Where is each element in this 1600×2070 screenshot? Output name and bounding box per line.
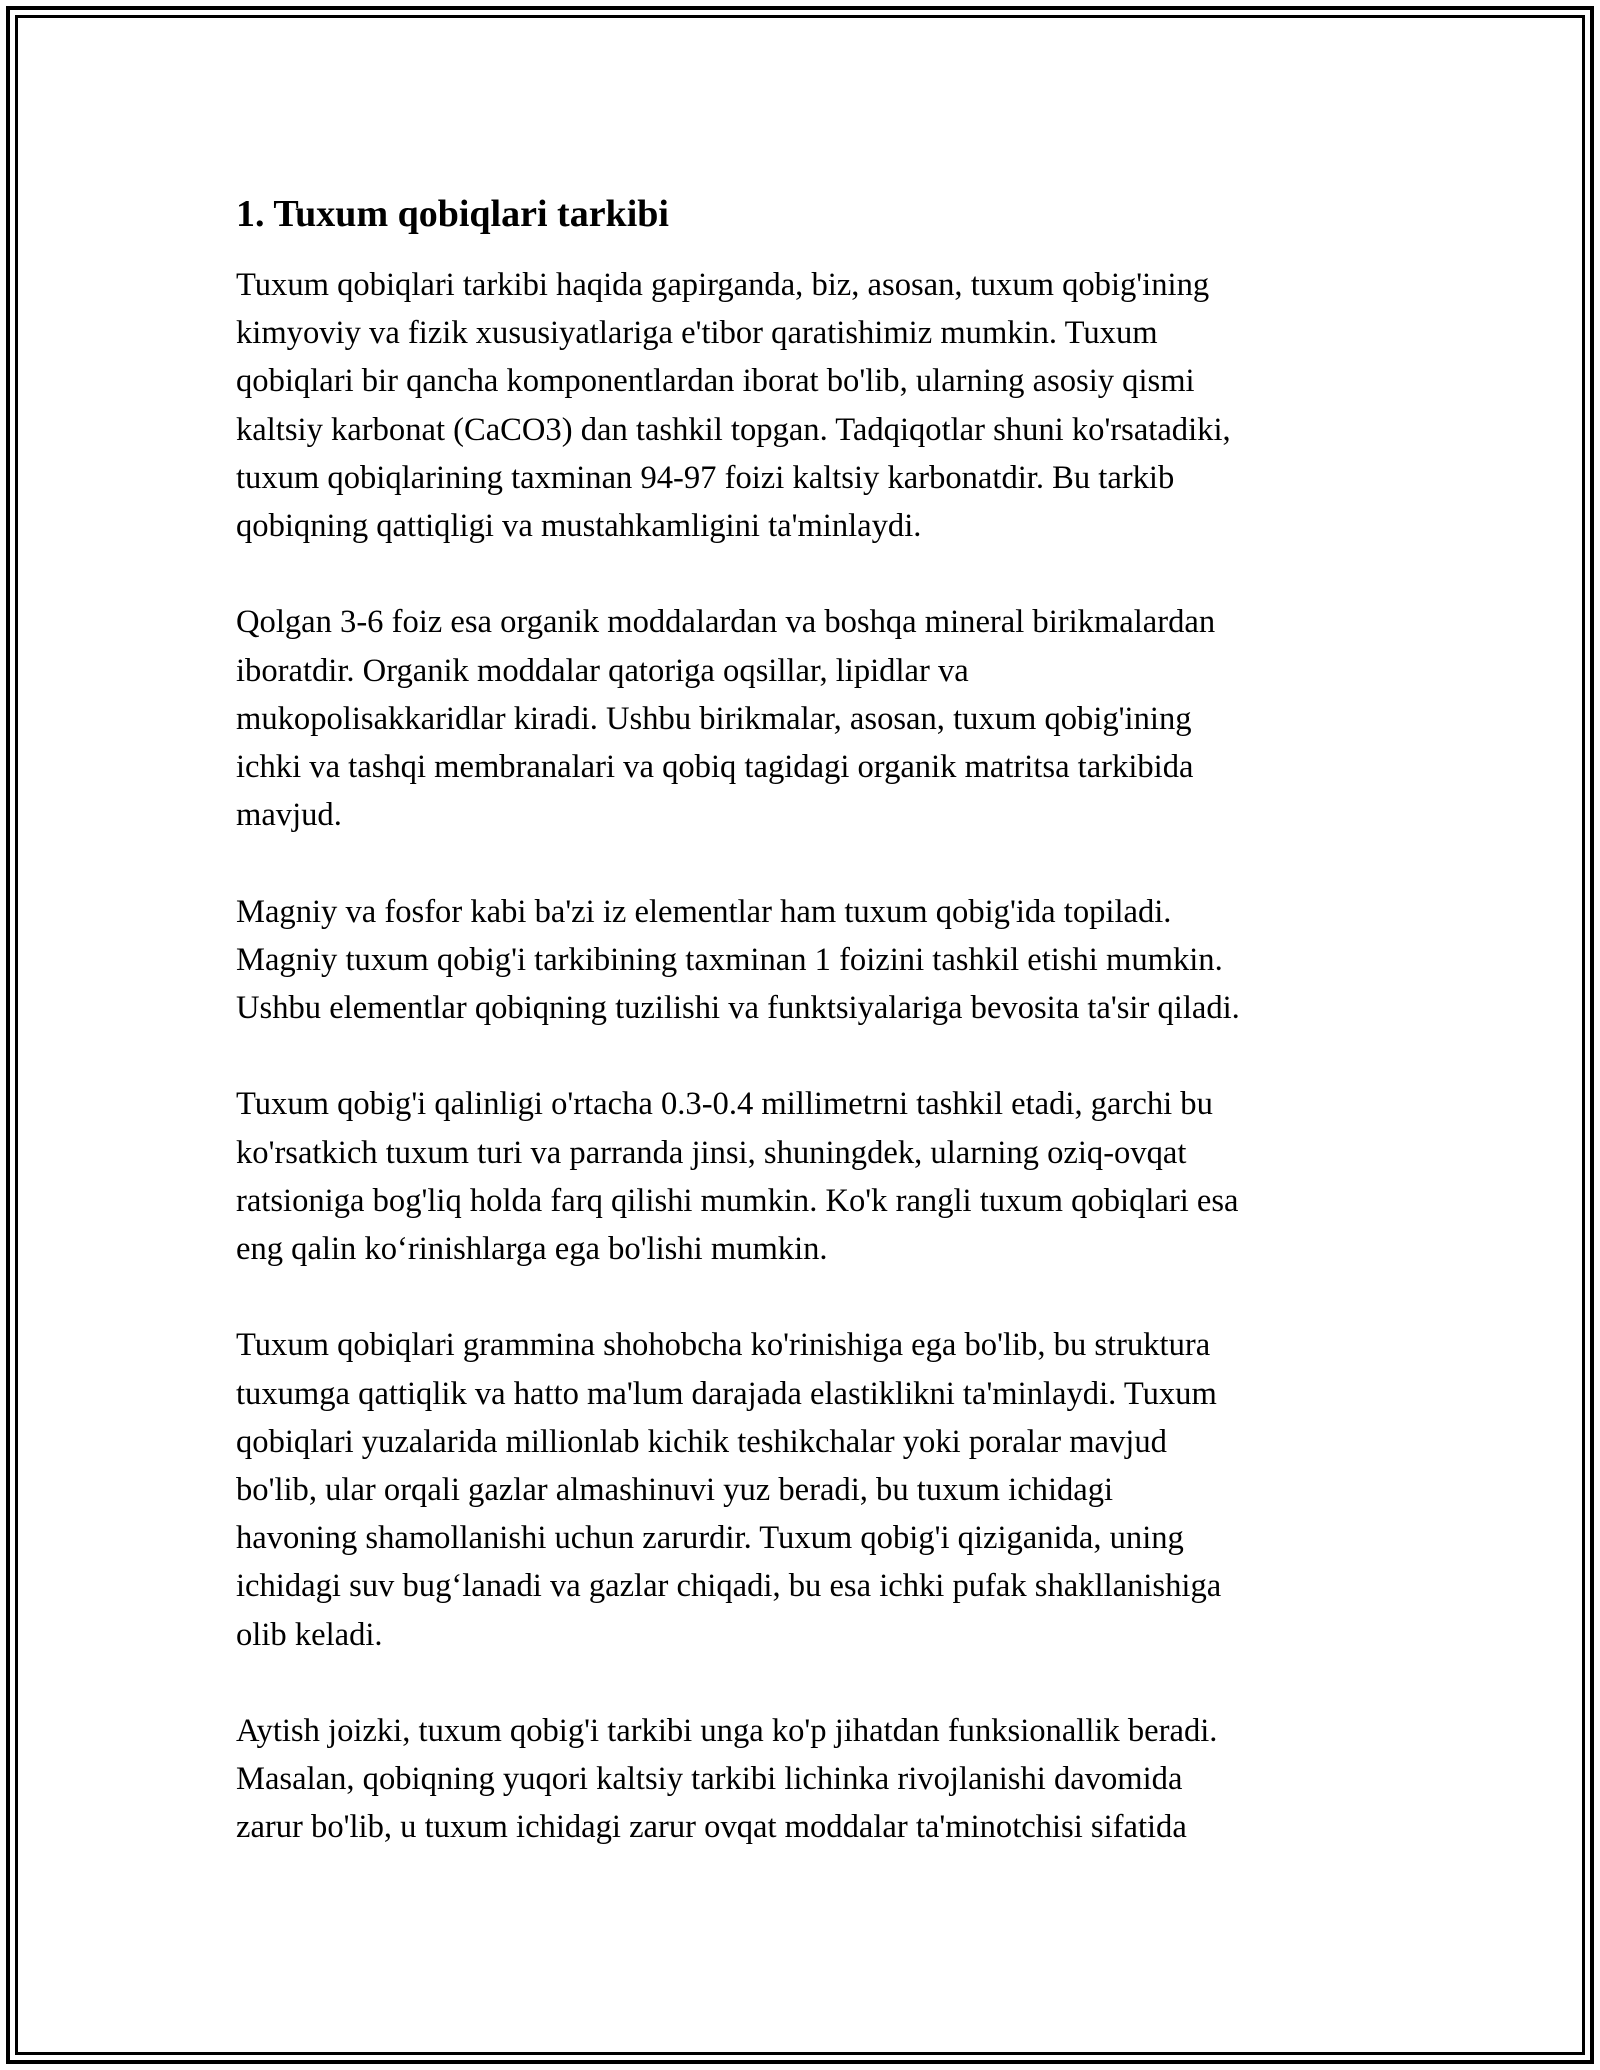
text-line: eng qalin ko‘rinishlarga ega bo'lishi mumkin. [236, 1231, 828, 1268]
text-line: ichidagi suv bug‘lanadi va gazlar chiqadi, bu esa ichki pufak shakllanishiga [236, 1568, 1222, 1605]
text-line: qobiqlari bir qancha komponentlardan iborat bo'lib, ularning asosiy qismi [236, 363, 1195, 400]
text-line: Magniy tuxum qobig'i tarkibining taxminan 1 foizini tashkil etishi mumkin. [236, 941, 1223, 978]
paragraph [236, 1321, 1386, 1658]
text-line: kimyoviy va fizik xususiyatlariga e'tibor qaratishimiz mumkin. Tuxum [236, 315, 1158, 352]
paragraph [236, 1707, 1386, 1852]
document-body [236, 188, 1386, 1900]
text-line: Qolgan 3-6 foiz esa organik moddalardan va boshqa mineral birikmalardan [236, 604, 1216, 641]
text-line: olib keladi. [236, 1616, 383, 1653]
text-line: iboratdir. Organik moddalar qatoriga oqsillar, lipidlar va [236, 652, 969, 689]
paragraph [236, 598, 1386, 839]
text-line: mukopolisakkaridlar kiradi. Ushbu birikmalar, asosan, tuxum qobig'ining [236, 700, 1192, 737]
text-line: mavjud. [236, 797, 342, 834]
text-line: tuxumga qattiqlik va hatto ma'lum darajada elastiklikni ta'minlaydi. Tuxum [236, 1375, 1217, 1412]
text-line: qobiqlari yuzalarida millionlab kichik teshikchalar yoki poralar mavjud [236, 1423, 1167, 1460]
text-line: Tuxum qobiqlari grammina shohobcha ko'rinishiga ega bo'lib, bu struktura [236, 1327, 1211, 1364]
paragraph [236, 888, 1386, 1033]
section-heading: 1. Tuxum qobiqlari tarkibi [236, 193, 669, 235]
text-line: zarur bo'lib, u tuxum ichidagi zarur ovqat moddalar ta'minotchisi sifatida [236, 1809, 1187, 1846]
text-line: ichki va tashqi membranalari va qobiq tagidagi organik matritsa tarkibida [236, 749, 1194, 786]
text-line: tuxum qobiqlarining taxminan 94-97 foizi kaltsiy karbonatdir. Bu tarkib [236, 459, 1175, 496]
text-line: Tuxum qobiqlari tarkibi haqida gapirganda, biz, asosan, tuxum qobig'ining [236, 267, 1210, 303]
paragraph [236, 1080, 1386, 1273]
text-line: Ushbu elementlar qobiqning tuzilishi va funktsiyalariga bevosita ta'sir qiladi. [236, 990, 1240, 1027]
text-line: Tuxum qobig'i qalinligi o'rtacha 0.3-0.4 millimetrni tashkil etadi, garchi bu [236, 1086, 1213, 1123]
text-line: Aytish joizki, tuxum qobig'i tarkibi unga ko'p jihatdan funksionallik beradi. [236, 1713, 1218, 1750]
text-line: ratsioniga bog'liq holda farq qilishi mumkin. Ko'k rangli tuxum qobiqlari esa [236, 1182, 1239, 1219]
text-line: kaltsiy karbonat (CaCO3) dan tashkil topgan. Tadqiqotlar shuni ko'rsatadiki, [236, 411, 1231, 448]
paragraph [236, 261, 1386, 550]
text-line: Masalan, qobiqning yuqori kaltsiy tarkibi lichinka rivojlanishi davomida [236, 1761, 1183, 1798]
text-line: qobiqning qattiqligi va mustahkamligini ta'minlaydi. [236, 508, 922, 545]
text-line: Magniy va fosfor kabi ba'zi iz elementlar ham tuxum qobig'ida topiladi. [236, 893, 1172, 930]
text-line: bo'lib, ular orqali gazlar almashinuvi yuz beradi, bu tuxum ichidagi [236, 1472, 1114, 1509]
text-line: ko'rsatkich tuxum turi va parranda jinsi, shuningdek, ularning oziq-ovqat [236, 1134, 1187, 1171]
text-line: havoning shamollanishi uchun zarurdir. Tuxum qobig'i qiziganida, uning [236, 1520, 1184, 1557]
